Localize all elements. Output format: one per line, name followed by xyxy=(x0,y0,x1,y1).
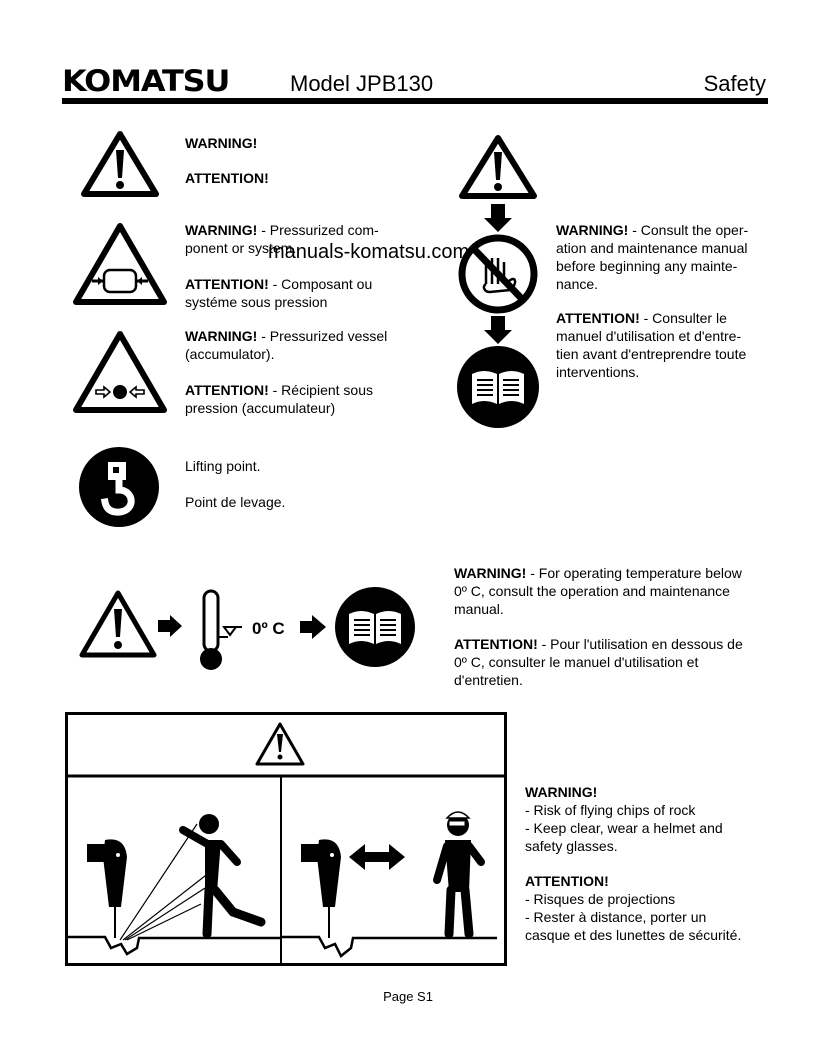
page-number: Page S1 xyxy=(383,989,433,1004)
lifting-hook-icon xyxy=(78,446,160,528)
watermark: manuals-komatsu.com xyxy=(268,241,470,263)
arrow-down-icon xyxy=(484,316,512,344)
consult-manual-sequence xyxy=(456,134,540,434)
cold-temperature-sequence xyxy=(78,585,378,675)
warning-triangle-icon xyxy=(80,130,160,198)
pressurized-vessel-icon xyxy=(72,330,168,414)
header-rule xyxy=(62,98,768,104)
consult-manual-text: WARNING! - Consult the oper- ation and maintenance manual before beginning any mainte- nance. ATTENTION! - Consulter le manuel d'utilisation et d'entre- tien avant d'entreprendre toute interventions. xyxy=(556,222,749,380)
general-warning-text: WARNING! ATTENTION! xyxy=(185,135,269,186)
lifting-point-text: Lifting point. Point de levage. xyxy=(185,458,286,510)
arrow-right-icon xyxy=(158,615,182,637)
pressurized-component-text: WARNING! - Pressurized com- ponent or system. ATTENTION! - Composant ou systéme sous pression xyxy=(185,222,379,310)
pressurized-vessel-text: WARNING! - Pressurized vessel (accumulator). ATTENTION! - Récipient sous pression (accumulateur) xyxy=(185,328,388,416)
arrow-down-icon xyxy=(484,204,512,232)
temperature-label: 0º C xyxy=(252,619,285,638)
section-title: Safety xyxy=(703,71,766,96)
model-title: Model JPB130 xyxy=(290,71,434,96)
no-hand-icon xyxy=(462,238,534,310)
manual-book-icon xyxy=(457,346,539,428)
warning-triangle-icon xyxy=(82,593,154,655)
komatsu-logo: KOMATSU xyxy=(62,64,230,98)
flying-chips-text: WARNING! - Risk of flying chips of rock - Keep clear, wear a helmet and safety glasses. ATTENTION! - Risques de projections - Rester à distance, porter un casque et des lunettes de sécurité. xyxy=(525,784,742,943)
thermometer-icon xyxy=(200,591,242,670)
warning-triangle-icon xyxy=(462,138,534,196)
manual-book-icon xyxy=(334,586,416,668)
arrow-right-icon xyxy=(300,615,326,639)
cold-temperature-text: WARNING! - For operating temperature below 0º C, consult the operation and maintenance manual. ATTENTION! - Pour l'utilisation en dessous de 0º C, consulter le manuel d'utilisation et d'entretien. xyxy=(454,565,743,688)
flying-chips-pictogram xyxy=(65,712,507,966)
pressurized-component-icon xyxy=(72,222,168,306)
